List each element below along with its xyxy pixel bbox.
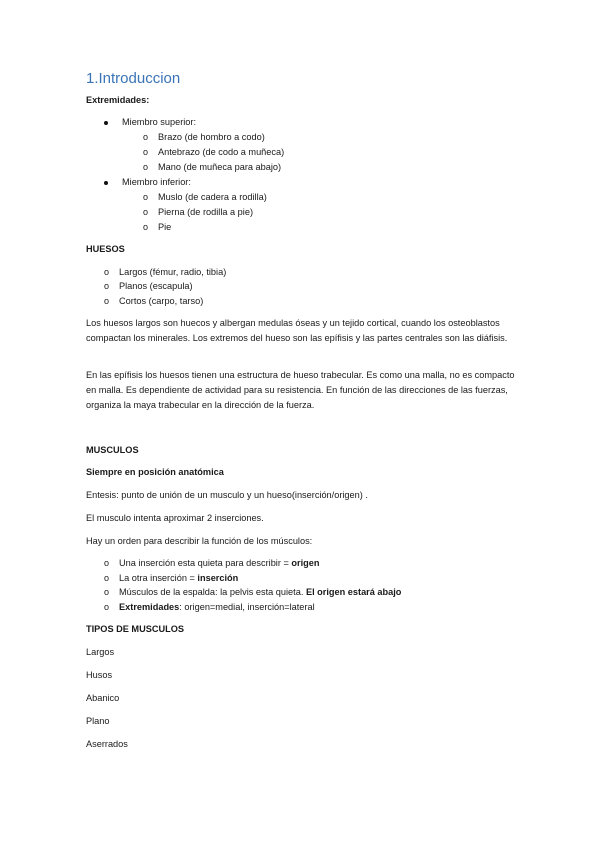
circle-bullet-icon: o <box>143 222 149 232</box>
paragraph-intenta: El musculo intenta aproximar 2 inserciones. <box>86 513 264 523</box>
list-item: o Planos (escapula) <box>104 281 193 291</box>
paragraph-orden: Hay un orden para describir la función de los músculos: <box>86 536 313 546</box>
circle-bullet-icon: o <box>104 267 110 277</box>
circle-bullet-icon: o <box>104 587 110 597</box>
circle-bullet-icon: o <box>143 207 149 217</box>
section-heading-musculos: MUSCULOS <box>86 445 139 455</box>
extremidades-label: Extremidades: <box>86 95 150 105</box>
section-heading-huesos: HUESOS <box>86 244 125 254</box>
paragraph-epifisis: En las epífisis los huesos tienen una estructura de hueso trabecular. Es como una malla, no es compacto en malla. Es dependiente de actividad para su resistencia. En función de las direcciones de las fuerzas, organiza la maya trabecular en la dirección de la fuerza. <box>86 370 515 411</box>
list-item: Largos <box>86 647 115 657</box>
paragraph-entesis: Entesis: punto de unión de un musculo y un hueso(inserción/origen) . <box>86 490 368 500</box>
list-item: o Cortos (carpo, tarso) <box>104 296 204 306</box>
list-item: o La otra inserción = inserción <box>104 573 239 583</box>
list-item: Plano <box>86 716 110 726</box>
circle-bullet-icon: o <box>104 558 110 568</box>
list-item: o Mano (de muñeca para abajo) <box>143 162 282 172</box>
list-item: o Músculos de la espalda: la pelvis esta quieta. El origen estará abajo <box>104 587 402 597</box>
circle-bullet-icon: o <box>143 132 149 142</box>
circle-bullet-icon: o <box>143 147 149 157</box>
circle-bullet-icon: o <box>104 296 110 306</box>
list-item: o Pie <box>143 222 172 232</box>
list-item-miembro-inferior: Miembro inferior: <box>104 175 191 189</box>
list-item: Husos <box>86 670 113 680</box>
list-item: o Brazo (de hombro a codo) <box>143 132 265 142</box>
circle-bullet-icon: o <box>143 192 149 202</box>
list-item: o Extremidades: origen=medial, inserción=lateral <box>104 602 315 612</box>
page-title: 1.Introduccion <box>86 70 181 87</box>
bullet-icon <box>104 121 108 125</box>
list-item: Aserrados <box>86 739 128 749</box>
section-heading-tipos: TIPOS DE MUSCULOS <box>86 624 185 634</box>
subheading-posicion: Siempre en posición anatómica <box>86 467 224 477</box>
list-item: o Muslo (de cadera a rodilla) <box>143 192 267 202</box>
circle-bullet-icon: o <box>104 281 110 291</box>
list-item: o Pierna (de rodilla a pie) <box>143 207 254 217</box>
list-item: o Una inserción esta quieta para describir = origen <box>104 558 320 568</box>
bullet-icon <box>104 181 108 185</box>
list-item: o Largos (fémur, radio, tibia) <box>104 267 227 277</box>
circle-bullet-icon: o <box>104 602 110 612</box>
list-item: Abanico <box>86 693 120 703</box>
paragraph-huesos-largos: Los huesos largos son huecos y albergan medulas óseas y un tejido cortical, cuando los osteoblastos compactan los minerales. Los extremos del hueso son las epífisis y las partes centrales son las diáfisis. <box>86 318 508 344</box>
list-item: o Antebrazo (de codo a muñeca) <box>143 147 285 157</box>
list-item-miembro-superior: Miembro superior: <box>104 115 196 129</box>
circle-bullet-icon: o <box>104 573 110 583</box>
circle-bullet-icon: o <box>143 162 149 172</box>
